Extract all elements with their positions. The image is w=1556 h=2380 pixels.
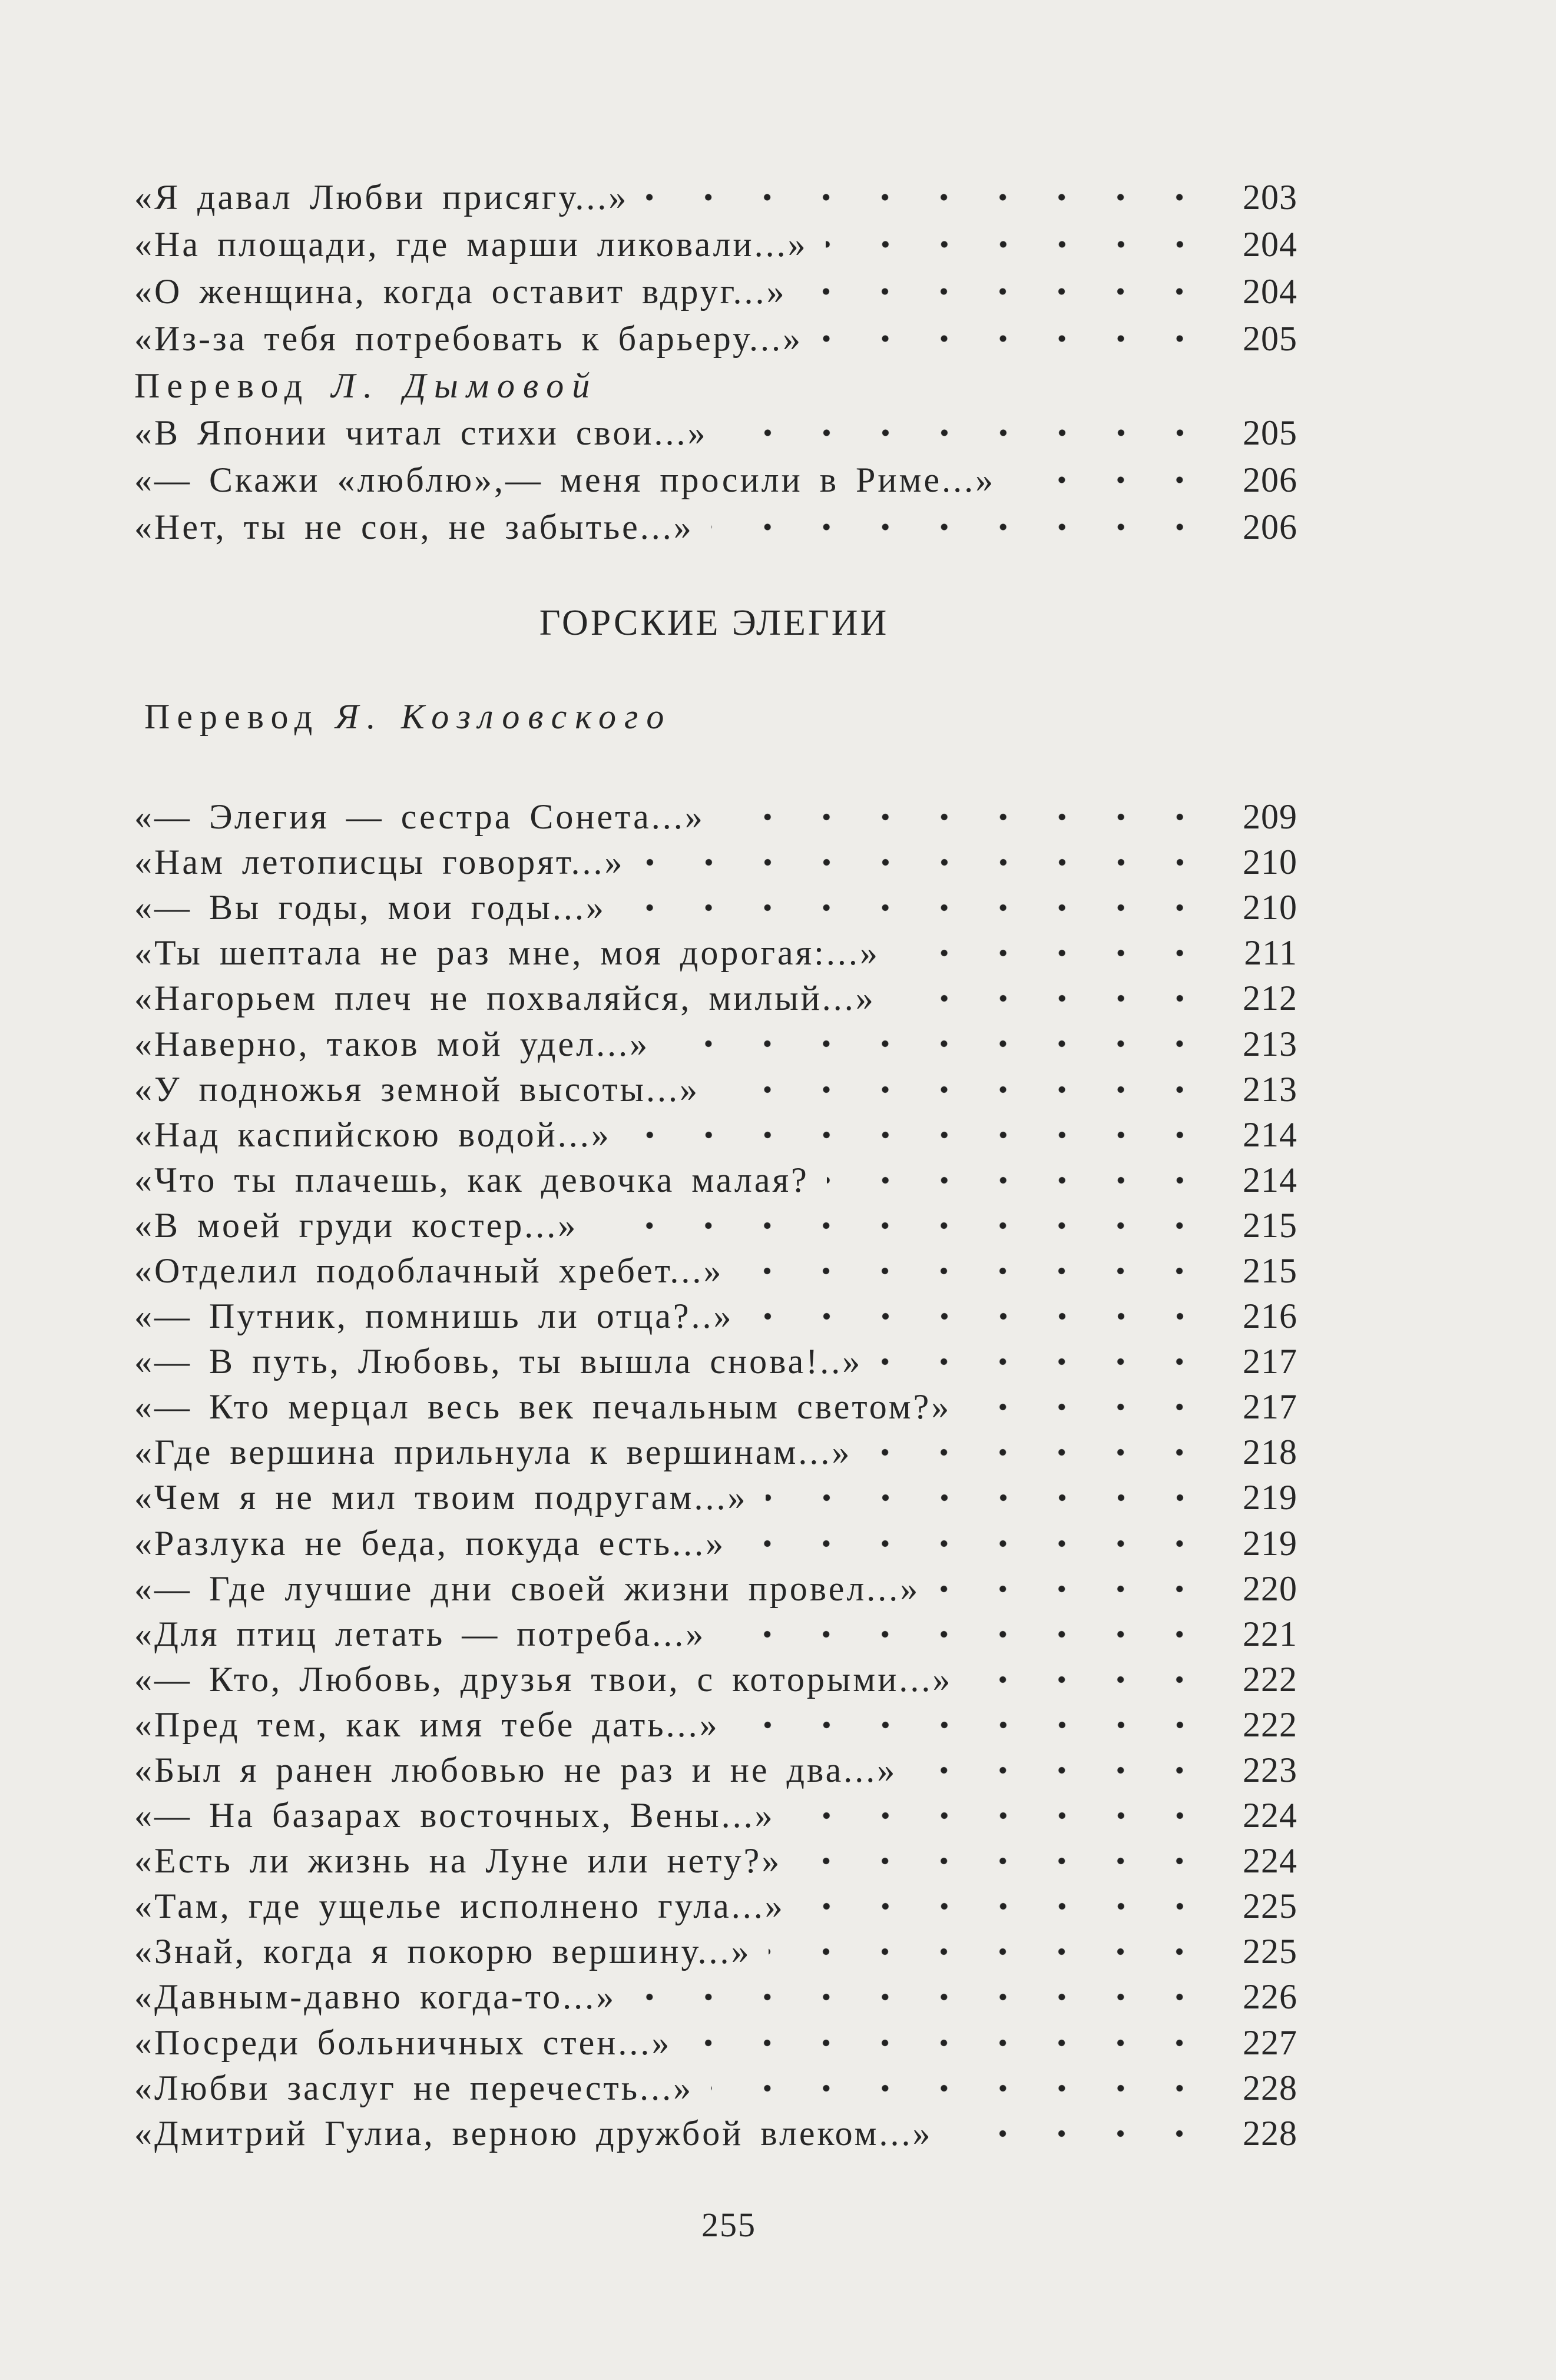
toc-entry <box>134 1657 1297 1702</box>
dot-leader <box>799 1838 1209 1884</box>
entry-title: «— Кто, Любовь, друзья твои, с которыми...» <box>134 1659 953 1699</box>
entry-title: «Для птиц летать — потреба...» <box>134 1614 706 1653</box>
dot-leader <box>595 1203 1209 1248</box>
toc-entry <box>134 1384 1297 1430</box>
entry-title: «— Скажи «люблю»,— меня просили в Риме...» <box>134 460 996 499</box>
entry-page: 216 <box>1243 1297 1297 1336</box>
entry-page: 222 <box>1243 1659 1297 1699</box>
entry-title: «Был я ранен любовью не раз и не два...» <box>134 1751 898 1790</box>
toc-entry <box>134 2066 1297 2111</box>
entry-page: 223 <box>1243 1751 1297 1790</box>
entry-title: «Что ты плачешь, как девочка малая? <box>134 1160 809 1199</box>
entry-page: 227 <box>1243 2023 1297 2062</box>
entry-page: 211 <box>1244 933 1297 973</box>
entry-page: 215 <box>1243 1205 1297 1245</box>
entry-page: 217 <box>1243 1387 1297 1427</box>
toc-entry <box>134 456 1297 503</box>
translator-name: Л. Дымовой <box>331 366 598 405</box>
toc-entry <box>134 976 1297 1021</box>
toc-entry <box>134 1521 1297 1566</box>
toc-entry <box>134 221 1297 268</box>
entry-title: «Чем я не мил твоим подругам...» <box>134 1478 748 1517</box>
entry-title: «В Японии читал стихи свои...» <box>134 413 708 452</box>
toc-entry <box>134 1067 1297 1112</box>
toc-entry <box>134 315 1297 362</box>
entry-page: 225 <box>1243 1932 1297 1971</box>
toc-entry <box>134 1793 1297 1838</box>
entry-title: «Давным-давно когда-то...» <box>134 1977 617 2017</box>
toc-entry <box>134 840 1297 885</box>
entry-title: «У подножья земной высоты...» <box>134 1069 700 1109</box>
dot-leader <box>723 794 1209 840</box>
dot-leader <box>820 315 1209 362</box>
dot-leader <box>711 2066 1209 2111</box>
section-heading: ГОРСКИЕ ЭЛЕГИИ <box>539 603 889 643</box>
entry-page: 224 <box>1243 1841 1297 1881</box>
entry-title: «— В путь, Любовь, ты вышла снова!..» <box>134 1342 863 1381</box>
entry-page: 214 <box>1243 1115 1297 1154</box>
toc-entry <box>134 1430 1297 1475</box>
dot-leader <box>723 1612 1209 1657</box>
entry-page: 218 <box>1243 1433 1297 1472</box>
dot-leader <box>741 1248 1209 1294</box>
translator-credit <box>144 695 672 738</box>
dot-leader <box>766 1475 1210 1520</box>
entry-title: «— На базарах восточных, Вены...» <box>134 1796 775 1835</box>
dot-leader <box>826 221 1209 268</box>
entry-title: «Над каспийскою водой...» <box>134 1115 611 1154</box>
toc-entry <box>134 1566 1297 1612</box>
dot-leader <box>898 930 1209 976</box>
toc-list <box>134 794 1297 2156</box>
dot-leader <box>880 1339 1209 1384</box>
entry-page: 213 <box>1243 1069 1297 1109</box>
toc-entry <box>134 930 1297 976</box>
dot-leader <box>827 1158 1209 1203</box>
entry-page: 219 <box>1243 1478 1297 1517</box>
entry-title: «— Вы годы, мои годы...» <box>134 888 606 927</box>
entry-title: «— Кто мерцал весь век печальным светом?» <box>134 1387 952 1427</box>
entry-title: «— Где лучшие дни своей жизни провел...» <box>134 1569 921 1608</box>
toc-entry <box>134 2020 1297 2066</box>
dot-leader <box>624 885 1209 930</box>
entry-page: 222 <box>1243 1705 1297 1744</box>
dot-leader <box>629 1112 1209 1158</box>
entry-title: «Нагорьем плеч не похваляйся, милый...» <box>134 979 876 1018</box>
dot-leader <box>743 1521 1209 1566</box>
entry-page: 221 <box>1243 1614 1297 1653</box>
toc-entry <box>134 174 1297 221</box>
dot-leader <box>737 1702 1209 1748</box>
entry-page: 219 <box>1243 1523 1297 1563</box>
translator-name: Я. Козловского <box>335 697 673 736</box>
entry-page: 204 <box>1243 271 1297 311</box>
dot-leader <box>769 1929 1209 1974</box>
entry-page: 212 <box>1243 979 1297 1018</box>
toc-entry <box>134 1294 1297 1339</box>
entry-page: 205 <box>1243 413 1297 452</box>
entry-title: «Есть ли жизнь на Луне или нету?» <box>134 1841 782 1881</box>
toc-entry <box>134 1929 1297 1974</box>
entry-title: «Ты шептала не раз мне, моя дорогая:...» <box>134 933 880 973</box>
entry-page: 203 <box>1243 177 1297 217</box>
entry-title: «Разлука не беда, покуда есть...» <box>134 1523 726 1563</box>
toc-entry <box>134 1838 1297 1884</box>
toc-entry <box>134 1203 1297 1248</box>
entry-page: 204 <box>1243 224 1297 264</box>
dot-leader <box>793 1793 1209 1838</box>
entry-title: «Пред тем, как имя тебе дать...» <box>134 1705 720 1744</box>
entry-page: 225 <box>1243 1887 1297 1926</box>
entry-title: «Где вершина прильнула к вершинам...» <box>134 1433 852 1472</box>
entry-title: «— Элегия — сестра Сонета...» <box>134 797 705 837</box>
toc-entry <box>134 1248 1297 1294</box>
entry-title: «Нет, ты не сон, не забытье...» <box>134 507 694 546</box>
entry-page: 213 <box>1243 1024 1297 1063</box>
entry-title: «Дмитрий Гулиа, верною дружбой влеком...» <box>134 2113 933 2153</box>
entry-title: «В моей груди костер...» <box>134 1205 578 1245</box>
toc-entry <box>134 1339 1297 1384</box>
entry-title: «Я давал Любви присягу...» <box>134 177 629 217</box>
toc-entry <box>134 794 1297 840</box>
entry-title: «О женщина, когда оставит вдруг...» <box>134 271 787 311</box>
entry-page: 205 <box>1243 319 1297 358</box>
translator-prefix: Перевод <box>134 366 310 405</box>
dot-leader <box>950 2111 1209 2156</box>
toc-entry <box>134 1475 1297 1520</box>
entry-page: 206 <box>1243 460 1297 499</box>
entry-title: «Знай, когда я покорю вершину...» <box>134 1932 751 1971</box>
toc-entry <box>134 268 1297 315</box>
toc-entry <box>134 409 1297 456</box>
dot-leader <box>938 1566 1209 1612</box>
entry-page: 214 <box>1243 1160 1297 1199</box>
toc-entry <box>134 1612 1297 1657</box>
entry-page: 228 <box>1243 2113 1297 2153</box>
entry-title: «Нам летописцы говорят...» <box>134 843 625 882</box>
dot-leader <box>869 1430 1209 1475</box>
entry-page: 217 <box>1243 1342 1297 1381</box>
entry-page: 215 <box>1243 1251 1297 1290</box>
entry-title: «— Путник, помнишь ли отца?..» <box>134 1297 734 1336</box>
dot-leader <box>969 1384 1209 1430</box>
entry-title: «Отделил подоблачный хребет...» <box>134 1251 724 1290</box>
dot-leader <box>803 1884 1209 1929</box>
toc-entry <box>134 2111 1297 2156</box>
entry-page: 228 <box>1243 2068 1297 2107</box>
toc-top-block <box>134 174 1297 551</box>
toc-entry <box>134 1112 1297 1158</box>
entry-title: «Посреди больничных стен...» <box>134 2023 672 2062</box>
dot-leader <box>1013 456 1209 503</box>
dot-leader <box>646 174 1209 221</box>
entry-title: «Любви заслуг не перечесть...» <box>134 2068 694 2107</box>
dot-leader <box>634 1974 1209 2020</box>
dot-leader <box>643 840 1209 885</box>
entry-title: «Из-за тебя потребовать к барьеру...» <box>134 319 803 358</box>
entry-title: «Там, где ущелье исполнено гула...» <box>134 1887 785 1926</box>
toc-entry <box>134 1974 1297 2020</box>
translator-prefix: Перевод <box>144 697 320 736</box>
dot-leader <box>804 268 1209 315</box>
entry-page: 224 <box>1243 1796 1297 1835</box>
toc-entry <box>134 1748 1297 1793</box>
dot-leader <box>689 2020 1209 2066</box>
entry-page: 210 <box>1243 843 1297 882</box>
toc-entry <box>134 1702 1297 1748</box>
dot-leader <box>717 1067 1209 1112</box>
entry-page: 209 <box>1243 797 1297 837</box>
entry-page: 226 <box>1243 1977 1297 2017</box>
toc-entry <box>134 1021 1297 1066</box>
dot-leader <box>893 976 1209 1021</box>
entry-page: 206 <box>1243 507 1297 546</box>
translator-credit <box>134 362 1297 409</box>
dot-leader <box>726 409 1209 456</box>
toc-entry <box>134 885 1297 930</box>
toc-entry <box>134 1884 1297 1929</box>
dot-leader <box>970 1657 1209 1702</box>
dot-leader <box>915 1748 1209 1793</box>
toc-entry <box>134 503 1297 551</box>
entry-page: 210 <box>1243 888 1297 927</box>
entry-title: «На площади, где марши ликовали...» <box>134 224 808 264</box>
dot-leader <box>667 1021 1209 1066</box>
entry-page: 220 <box>1243 1569 1297 1608</box>
dot-leader <box>751 1294 1210 1339</box>
dot-leader <box>711 503 1209 551</box>
toc-entry <box>134 1158 1297 1203</box>
page-number: 255 <box>701 2206 756 2244</box>
entry-title: «Наверно, таков мой удел...» <box>134 1024 650 1063</box>
